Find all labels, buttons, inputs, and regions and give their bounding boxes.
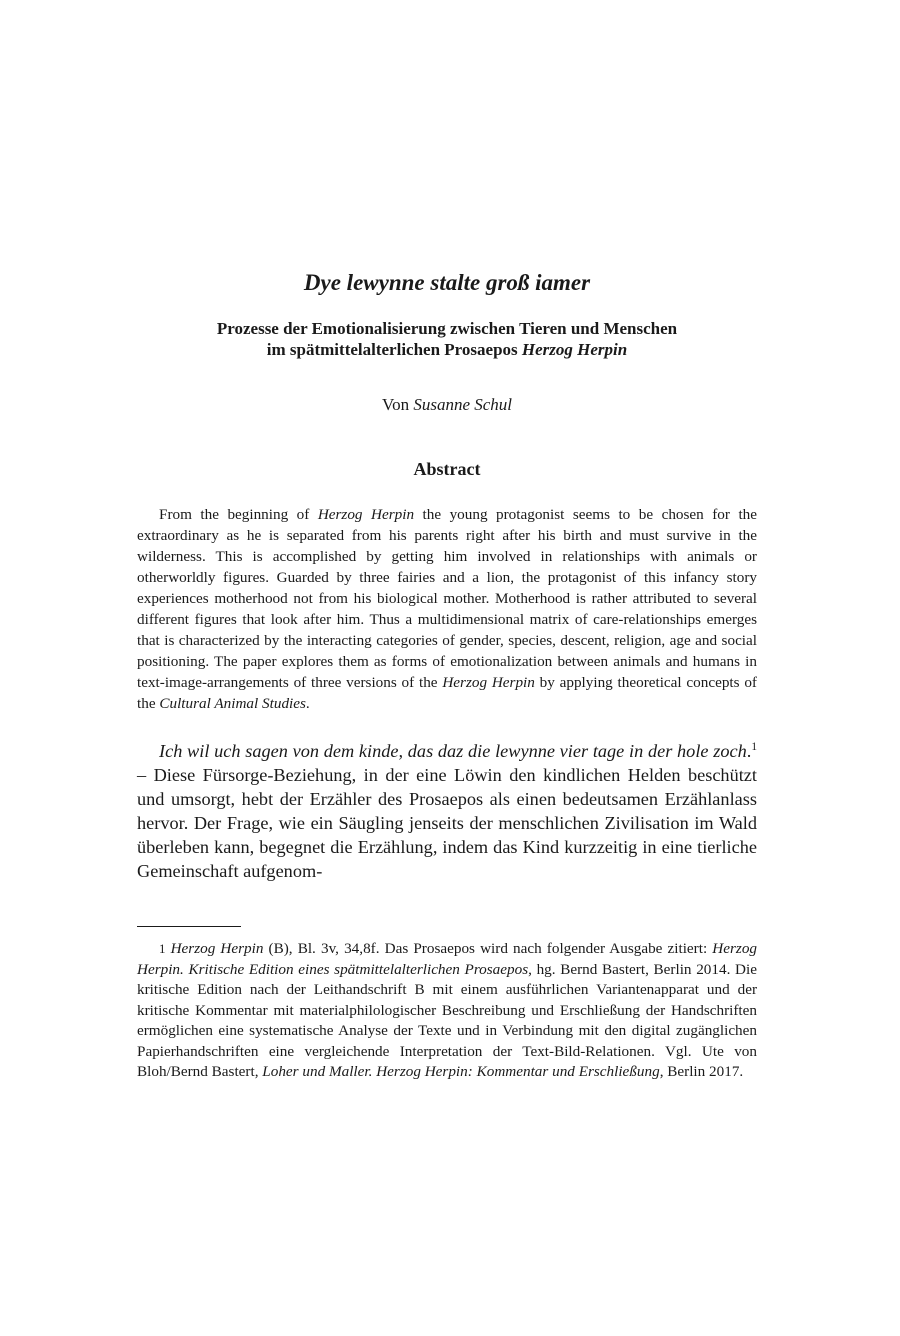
body-segment: . [746,741,752,761]
article-subtitle [137,318,757,360]
body-italic-quote: Ich wil uch sagen von dem kinde, das daz die lewynne vier tage in der hole zoch [159,741,747,761]
abstract-italic-work-title: Herzog Herpin [442,674,535,691]
body-segment: – Diese Fürsorge-Beziehung, in der eine Löwin den kindlichen Helden beschützt und umsorgt, hebt der Erzähler des Prosaepos als einen bedeutsamen Erzählanlass hervor. Der Frage, wie ein Säugling jenseits der menschlichen Zivilisation im Wald überleben kann, begegnet die Erzählung, indem das Kind kurzzeitig in eine tierliche Gemeinschaft aufgenom- [137,765,757,881]
body-paragraph [137,739,757,883]
abstract-text [137,504,757,714]
abstract-italic-work-title: Herzog Herpin [317,506,415,523]
abstract-segment: by applying theoretical concepts of the [137,674,757,712]
author-name: Susanne Schul [413,395,513,414]
footnote-segment: (B), Bl. 3v, 34,8f. Das Prosaepos wird nach folgender Ausgabe zitiert: [263,940,713,957]
abstract-segment: From the beginning of [159,506,318,523]
footnote-1 [137,939,757,1083]
abstract-segment: the young protagonist seems to be chosen for the extraordinary as he is separated from his parents right after his birth and must survive in the wilderness. This is accomplished by getting him involved in relationships with animals or otherworldly figures. Guarded by three fairies and a lion, the protagonist of this infancy story experiences motherhood not from his biological mother. Motherhood is rather attributed to several different figures that look after him. Thus a multidimensional matrix of care-relationships emerges that is characterized by the interacting categories of gender, species, descent, religion, age and social positioning. The paper explores them as forms of emotionalization between animals and humans in text-image-arrangements of three versions of the [137,506,757,691]
article-page [137,268,757,1083]
footnote-segment: , Berlin 2017. [659,1063,744,1080]
abstract-segment: . [305,695,310,712]
author-prefix: Von [381,395,414,414]
abstract-heading: Abstract [413,459,481,479]
footnote-italic: Herzog Herpin. Kritische Edition eines spätmittelalterlichen Prosaepos [137,940,758,978]
author-byline [137,394,757,416]
subtitle-line-1: Prozesse der Emotionalisierung zwischen Tieren und Menschen [216,319,678,338]
subtitle-line-2-work-title: Herzog Herpin [521,340,628,359]
footnote-number: 1 [159,941,166,956]
subtitle-line-2-prefix: im spätmittelalterlichen Prosaepos [266,340,522,359]
footnote-segment: , hg. Bernd Bastert, Berlin 2014. Die kritische Edition nach der Leithandschrift B mit einem ausführlichen Variantenapparat und der kritische Kommentar mit materialphilologischer Beschreibung und Erschließung der Handschriften ermöglichen eine systematische Analyse der Texte und in Verbindung mit den digital zugänglichen Papierhandschriften eine vergleichende Interpretation der Text-Bild-Relationen. Vgl. Ute von Bloh/Bernd Bastert, [137,960,757,1080]
abstract-italic-term: Cultural Animal Studies [159,695,306,712]
footnote-italic: Loher und Maller. Herzog Herpin: Kommentar und Erschließung [262,1063,660,1080]
footnote-separator [137,926,241,927]
footnote-italic: Herzog Herpin [170,940,264,957]
article-title: Dye lewynne stalte groß iamer [303,270,591,295]
footnote-reference-1[interactable]: 1 [751,740,757,753]
